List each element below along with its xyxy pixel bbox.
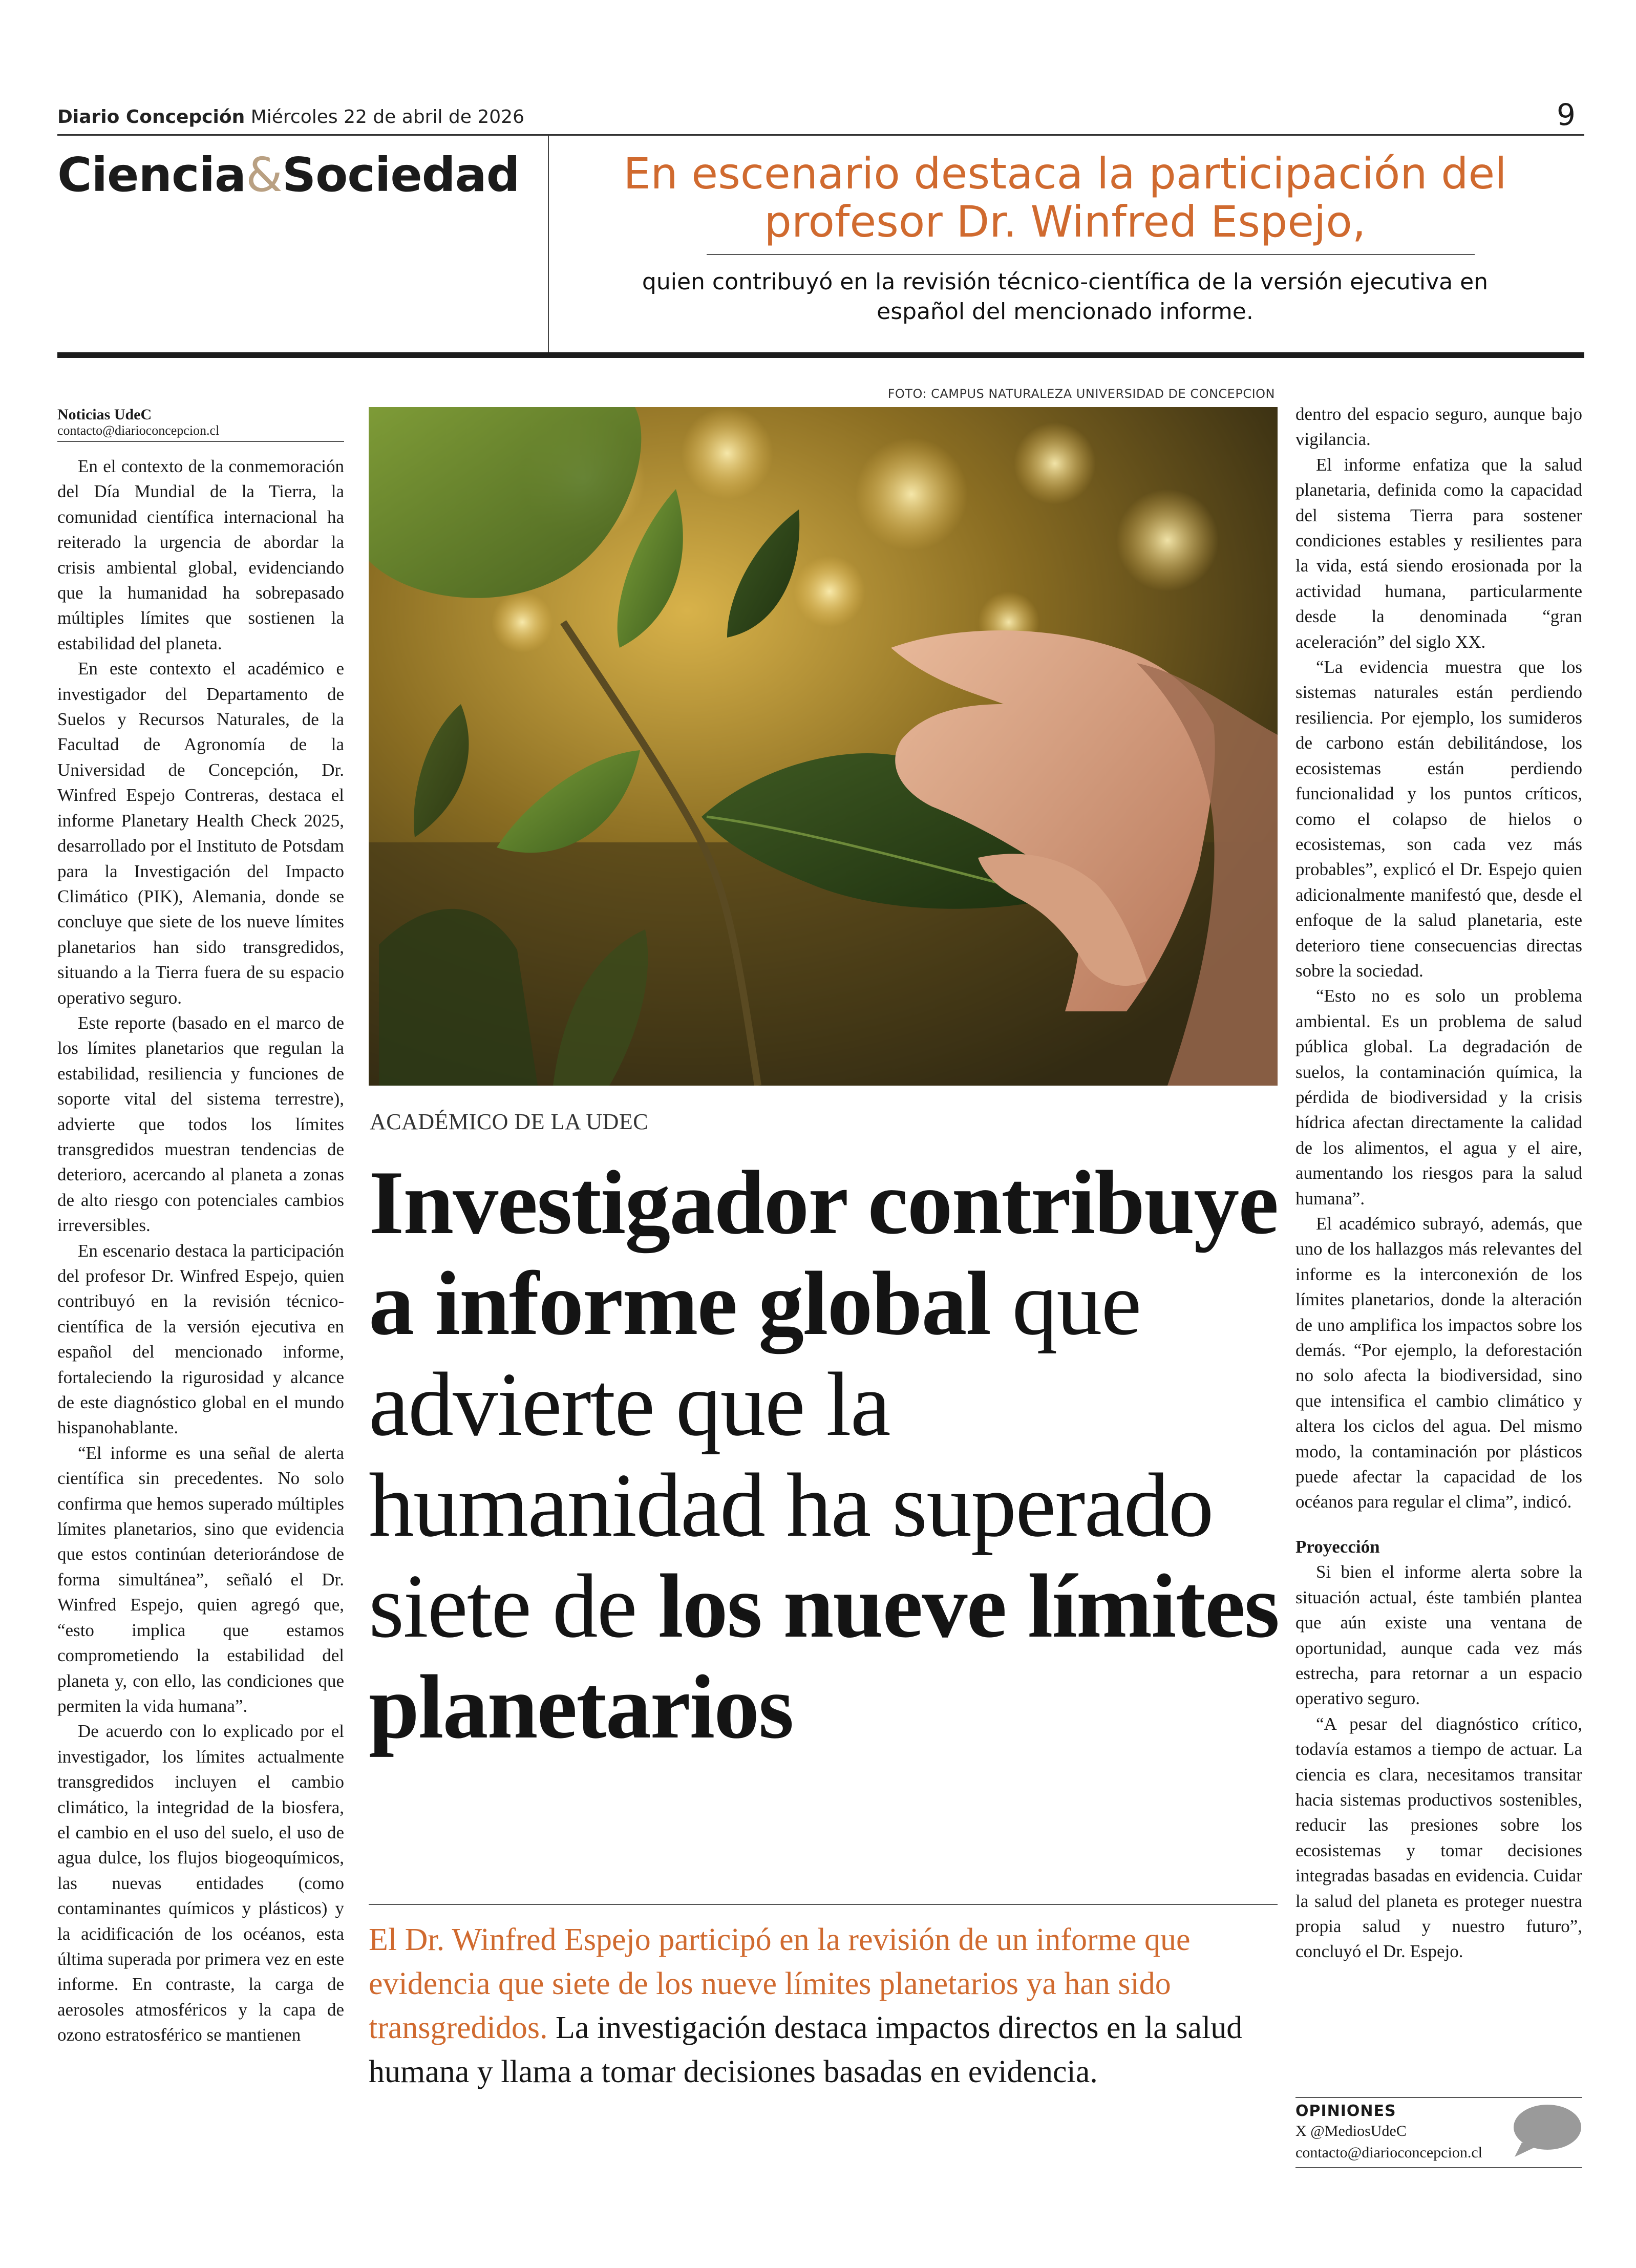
section-title [57,147,520,202]
headline-bold-part-1: Investigador contribuye a informe global [369,1152,1278,1354]
header-divider [548,136,549,353]
headline-bold-part-2: los nueve límites planetarios [369,1555,1279,1757]
paragraph: “A pesar del diagnóstico crítico, todavía estamos a tiempo de actuar. La ciencia es clara, necesitamos transitar hacia sistemas productivos sostenibles, reducir las presiones sobre los ecosistemas y tomar decisiones integradas basadas en evidencia. Cuidar la salud del planeta es proteger nuestra propia salud y nuestro futuro”, concluyó el Dr. Espejo. [1295,1713,1582,1962]
article-lead [369,1918,1285,2094]
issue-date: Miércoles 22 de abril de 2026 [250,107,524,128]
byline-name: Noticias UdeC [57,406,152,423]
photo-illustration [369,407,1278,1086]
photo-credit: FOTO: CAMPUS NATURALEZA UNIVERSIDAD DE CONCEPCION [887,387,1275,401]
paragraph: Si bien el informe alerta sobre la situación actual, éste también plantea que aún existe una ventana de oportunidad, aunque cada vez más estrecha, para retornar a un espacio operativo seguro. [1295,1562,1582,1709]
pullquote-headline: En escenario destaca la participación del profesor Dr. Winfred Espejo, [623,149,1507,247]
pullquote-rule [707,254,1475,255]
lead-rest: La investigación destaca impactos directos en la salud humana y llama a tomar decisiones basadas en evidencia. [369,2010,1243,2089]
paragraph: El informe enfatiza que la salud planetaria, definida como la capacidad del sistema Tierra para sostener condiciones estables y resilientes para la vida, está siendo erosionada por la actividad humana, particularmente desde la denominada “gran aceleración” del siglo XX. [1295,454,1582,652]
opinions-bottom-rule [1295,2167,1582,2168]
opinions-x-handle[interactable]: X @MediosUdeC [1295,2123,1407,2139]
headline-regular-part: que advierte que la humanidad ha superado siete de [369,1253,1213,1657]
article-kicker: ACADÉMICO DE LA UDEC [370,1109,649,1134]
paragraph: “La evidencia muestra que los sistemas naturales están perdiendo resiliencia. Por ejemplo, los sumideros de carbono están debilitándose, los ecosistemas están perdiendo funcionalidad y los puntos críticos, como el colapso de hielos o ecosistemas, son cada vez más probables”, explicó el Dr. Espejo quien adicionalmente manifestó que, desde el enfoque de la salud planetaria, este deterioro tiene consecuencias directas sobre la sociedad. [1295,657,1582,981]
paragraph: dentro del espacio seguro, aunque bajo vigilancia. [1295,404,1582,450]
pullquote-subtext: quien contribuyó en la revisión técnico-científica de la versión ejecutiva en español del mencionado informe. [642,269,1489,325]
paragraph: De acuerdo con lo explicado por el investigador, los límites actualmente transgredidos incluyen el cambio climático, la integridad de la biosfera, el cambio en el uso del suelo, el uso de agua dulce, los flujos biogeoquímicos, las nuevas entidades (como contaminantes químicos y plásticos) y la acidificación de los océanos, esta última superada por primera vez en este informe. En contraste, la carga de aerosoles atmosféricos y la capa de ozono estratosférico se mantienen [57,1721,344,2045]
page-number: 9 [1557,97,1576,132]
paragraph: “Esto no es solo un problema ambiental. Es un problema de salud pública global. La degradación de suelos, la contaminación química, la pérdida de biodiversidad y la crisis hídrica afectan directamente la calidad de los alimentos, el agua y el aire, aumentando los riesgos para la salud humana”. [1295,986,1582,1209]
paragraph: Este reporte (basado en el marco de los límites planetarios que regulan la estabilidad, resiliencia y funciones de soporte vital del sistema terrestre), advierte que todos los límites transgredidos muestran tendencias de deterioro, acercando al planeta a zonas de alto riesgo con potenciales cambios irreversibles. [57,1012,344,1236]
opinions-rule [1295,2097,1582,2098]
byline-rule [57,441,344,442]
paragraph: El académico subrayó, además, que uno de los hallazgos más relevantes del informe es la interconexión de los límites planetarios, donde la alteración de uno amplifica los impactos sobre los demás. “Por ejemplo, la deforestación no solo afecta la biodiversidad, sino que intensifica el cambio climático y altera los ciclos del agua. Del mismo modo, la contaminación por plásticos puede afectar la capacidad de los océanos para regular el clima”, indicó. [1295,1214,1582,1512]
paragraph: En escenario destaca la participación del profesor Dr. Winfred Espejo, quien contribuyó en la revisión técnico-científica de la versión ejecutiva en español del mencionado informe, fortaleciendo la rigurosidad y alcance de este diagnóstico global en el mundo hispanohablante. [57,1240,344,1438]
header-thick-rule [57,352,1584,358]
opinions-email[interactable]: contacto@diarioconcepcion.cl [1295,2144,1482,2161]
article-photo [369,407,1278,1086]
lead-highlight: El Dr. Winfred Espejo participó en la revisión de un informe que evidencia que siete de los nueve límites planetarios ya han sido transgredidos. [369,1922,1191,2045]
lead-rule [369,1904,1278,1905]
paragraph: En este contexto el académico e investigador del Departamento de Suelos y Recursos Naturales, de la Facultad de Agronomía de la Universidad de Concepción, Dr. Winfred Espejo Contreras, destaca el informe Planetary Health Check 2025, desarrollado por el Instituto de Potsdam para la Investigación del Impacto Climático (PIK), Alemania, donde se concluye que siete de los nueve límites planetarios han sido transgredidos, situando a la Tierra fuera de su espacio operativo seguro. [57,659,344,1008]
subhead-proyeccion: Proyección [1295,1536,1380,1557]
article-headline [369,1152,1285,1757]
section-word-sociedad: Sociedad [282,147,520,202]
paragraph: En el contexto de la conmemoración del Día Mundial de la Tierra, la comunidad científica internacional ha reiterado la urgencia de abordar la crisis ambiental global, evidenciando que la humanidad ha sobrepasado múltiples límites que sostienen la estabilidad del planeta. [57,456,344,653]
paragraph: “El informe es una señal de alerta científica sin precedentes. No solo confirma que hemos superado múltiples límites planetarios, sino que evidencia que estos continúan deteriorándose de forma simultánea”, señaló el Dr. Winfred Espejo, quien agregó que, “esto implica que estamos comprometiendo la estabilidad del planeta y, con ello, las condiciones que permiten la vida humana”. [57,1443,344,1716]
section-word-ciencia: Ciencia [57,147,246,202]
byline-email: contacto@diarioconcepcion.cl [57,423,220,438]
chat-bubble-icon [1511,2103,1582,2159]
opinions-label: OPINIONES [1295,2102,1396,2120]
left-column [57,454,344,2048]
masthead [57,107,524,128]
section-ampersand: & [246,147,282,202]
paper-name: Diario Concepción [57,107,245,128]
top-rule [57,134,1584,136]
right-column [1295,401,1582,1964]
